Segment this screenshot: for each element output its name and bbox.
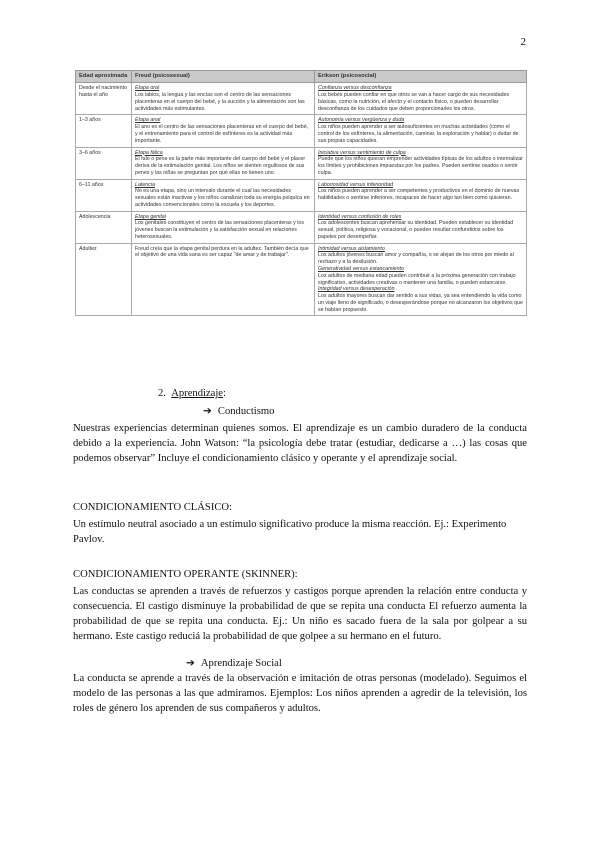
stages-table [75,70,527,316]
freud-cell [132,211,315,243]
page-number: 2 [520,36,526,48]
paragraph-conductismo: Nuestras experiencias determinan quienes somos. El aprendizaje es un cambio duradero de la conducta debido a la experiencia. John Watson: “la psicología debe tratar (estudiar, dedicarse a …) las cosas que podemos observar” Incluye el condicionamiento clásico y operante y el aprendizaje social. [73,423,527,464]
arrow-icon: ➔ [186,658,195,669]
freud-cell [132,179,315,211]
header-age: Edad aproximada [76,71,132,83]
table-header-row [76,71,527,83]
arrow-icon: ➔ [203,406,212,417]
subheading-aprendizaje-social [186,657,282,669]
age-cell: Desde el nacimiento hasta el año [76,83,132,115]
section-title: Aprendizaje [171,388,224,399]
erikson-cell [315,83,527,115]
freud-stage: Latencia [135,181,156,188]
erikson-cell [315,147,527,179]
erikson-text: Los adultos de mediana edad pueden contribuir a la próxima generación con trabajo significativo, actividades creativas o mantener una familia, o pueden estancarse. [318,272,516,286]
erikson-text: Los adultos jóvenes buscan amor y compañía, o se alejan de los otros por miedo al rechazo y a la desilusión. [318,252,514,266]
heading-clasico: CONDICIONAMIENTO CLÁSICO: [73,502,233,513]
header-erikson: Erikson (psicosocial) [315,71,527,83]
subheading-label: Conductismo [217,406,275,417]
freud-text: Los labios, la lengua y las encías son el centro de las sensaciones placenteras en el cuerpo del bebé, y la succión y la alimentación son las actividades más estimulantes. [135,92,305,112]
age-cell: 3–6 años [76,147,132,179]
erikson-text: Los niños pueden aprender a ser competentes y productivos en el dominio de nuevas habilidades o sentirse inferiores, incapaces de hacer algo tan bien como quisieran. [318,188,520,202]
freud-stage: Etapa anal [135,117,161,124]
erikson-text: Los adultos mayores buscan dar sentido a sus vidas, ya sea entendiendo la vida como un viaje lleno de significado, o desesperándose porque no alcanzaron los objetivos que se habían propuesto. [318,293,523,313]
freud-cell [132,83,315,115]
header-freud: Freud (psicosexual) [132,71,315,83]
erikson-text: Los niños pueden aprender a ser autosuficientes en muchas actividades (como el control de los esfínteres, la alimentación, caminar, la exploración y hablar) o dudar de sus propias capacidades. [318,124,519,144]
table-row [76,115,527,147]
freud-stage: Etapa fálica [135,149,163,156]
freud-cell [132,147,315,179]
erikson-text: Los adolescentes buscan aprehensar su identidad. Pueden establecer su identidad sexual, política, religiosa y vocacional, o pueden resultar confundidos sobre los papeles por desempeñar. [318,220,514,240]
paragraph-operante: Las conductas se aprenden a través de refuerzos y castigos porque aprenden la relación entre conducta y consecuencia. El castigo disminuye la probabilidad de que se repita una conducta El refuerzo aumenta la probabilidad de que se repita una conducta. Ej.: Un niño es sacado fuera de la sala por golpear a su hermano. Este castigo reduciá la probabilidad de que golpee a su hermano en el futuro. [73,586,527,642]
freud-text: El falo o pene es la parte más importante del cuerpo del bebé y el placer deriva de la estimulación genital. Los niños se sienten orgullosos de sus penes y las niñas se preguntan por qué ellas no tienen uno. [135,156,306,176]
section-heading [158,388,226,399]
paragraph-social: La conducta se aprende a través de la observación e imitación de otras personas (modelado). Seguimos el modelo de las personas a las que admiramos. Ejemplos: Los niños aprenden a agredir de la televisión, los roles de género los aprenden de sus compañeros y adultos. [73,673,527,714]
subheading-label: Aprendizaje Social [200,658,282,669]
erikson-cell [315,179,527,211]
table-row [76,243,527,316]
erikson-text: Puede que los niños quieran emprender actividades típicas de los adultos o internalizar los límites y prohibiciones impuestas por los padres. Pueden sentirse osados o sentir culpa. [318,156,523,176]
erikson-stage: Generatividad versus estancamiento [318,266,404,273]
erikson-stage: Integridad versus desesperación [318,286,395,293]
erikson-stage: Laboriosidad versus inferioridad [318,181,394,188]
erikson-cell [315,211,527,243]
subheading-conductismo [203,405,274,417]
table-row [76,147,527,179]
age-cell: Adultez [76,243,132,316]
age-cell: 6–11 años [76,179,132,211]
erikson-stage: Identidad versus confusión de roles [318,213,402,220]
paragraph-clasico: Un estímulo neutral asociado a un estímulo significativo produce la misma reacción. Ej.: Experimento Pavlov. [73,519,507,545]
table-row [76,83,527,115]
erikson-stage: Iniciativa versus sentimiento de culpa [318,149,406,156]
erikson-stage: Confianza versus desconfianza [318,85,392,92]
freud-text: El ano es el centro de las sensaciones placenteras en el cuerpo del bebé, y el entrenamiento para el control de esfínteres es la actividad más importante. [135,124,309,144]
age-cell: 1–3 años [76,115,132,147]
erikson-cell [315,243,527,316]
section-number: 2. [158,388,166,399]
freud-text: Freud creía que la etapa genital perdura en la adultez. También decía que el objetivo de una vida sana es ser capaz "de amar y de trabajar". [135,245,309,259]
freud-cell [132,115,315,147]
table-row [76,211,527,243]
table-row [76,179,527,211]
freud-cell [132,243,315,316]
age-cell: Adolescencia [76,211,132,243]
heading-operante: CONDICIONAMIENTO OPERANTE (SKINNER): [73,569,298,580]
section-colon: : [223,388,226,399]
freud-text: No es una etapa, sino un intervalo durante el cual las necesidades sexuales están inactivas y los niños canalizan toda su energía psíquica en actividades convencionales como la escuela y los deportes. [135,188,310,208]
erikson-cell [315,115,527,147]
freud-text: Los genitales constituyen el centro de las sensaciones placenteras y los jóvenes buscan la estimulación y la satisfacción sexual en relaciones heterosexuales. [135,220,305,240]
freud-stage: Etapa genital [135,213,166,220]
erikson-stage: Autonomía versus vergüenza y duda [318,117,405,124]
freud-stage: Etapa oral [135,85,160,92]
erikson-stage: Intimidad versus aislamiento [318,245,385,252]
development-stages-table [75,70,527,365]
erikson-text: Los bebés pueden confiar en que otros se van a hacer cargo de sus necesidades básicas, como la nutrición, el afecto y el contacto físico, o pueden desarrollar desconfianza de los cuidados que deben proporcionarles los otros. [318,92,510,112]
